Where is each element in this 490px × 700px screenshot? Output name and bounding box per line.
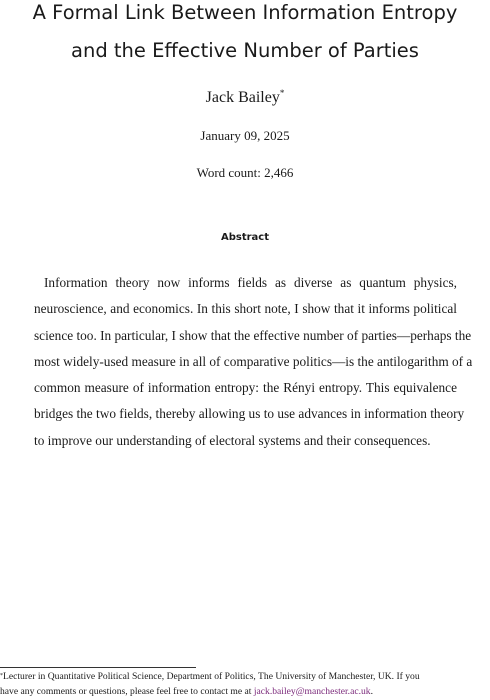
- author-name-text: Jack Bailey: [205, 89, 280, 106]
- author-name: [0, 89, 490, 107]
- footnote-marker: *: [0, 673, 3, 679]
- abstract-line: neuroscience, and economics. In this short note, I show that it informs political: [34, 301, 457, 317]
- footnote-line-1: [0, 669, 490, 684]
- publication-date: January 09, 2025: [200, 128, 290, 143]
- footnote-divider: [0, 667, 196, 668]
- title-line-1: A Formal Link Between Information Entropy: [32, 1, 458, 24]
- abstract-line: science too. In particular, I show that the effective number of parties—perhaps the: [34, 327, 472, 343]
- abstract-heading: Abstract: [220, 232, 270, 243]
- abstract-line: common measure of information entropy: the Rényi entropy. This equivalence: [34, 380, 457, 396]
- abstract-line: bridges the two fields, thereby allowing us to use advances in information theory: [34, 406, 465, 422]
- abstract-line: most widely-used measure in all of comparative politics—is the antilogarithm of a: [34, 353, 473, 369]
- abstract-line: to improve our understanding of electoral systems and their consequences.: [34, 432, 431, 448]
- abstract-body: [34, 270, 473, 454]
- footnote-text-2: have any comments or questions, please feel free to contact me at: [0, 686, 254, 697]
- footnote: [0, 669, 490, 699]
- footnote-text-1: Lecturer in Quantitative Political Science, Department of Politics, The University of Manchester, UK. If you: [3, 671, 420, 682]
- word-count: Word count: 2,466: [196, 165, 294, 180]
- contact-email-link[interactable]: jack.bailey@manchester.ac.uk: [253, 686, 371, 697]
- title-line-2: and the Effective Number of Parties: [71, 39, 419, 62]
- paper-title: [0, 0, 490, 70]
- author-footnote-marker: *: [279, 88, 285, 98]
- footnote-line-2: [0, 684, 490, 699]
- abstract-line: Information theory now informs fields as diverse as quantum physics,: [44, 275, 457, 290]
- footnote-text-end: .: [370, 686, 373, 697]
